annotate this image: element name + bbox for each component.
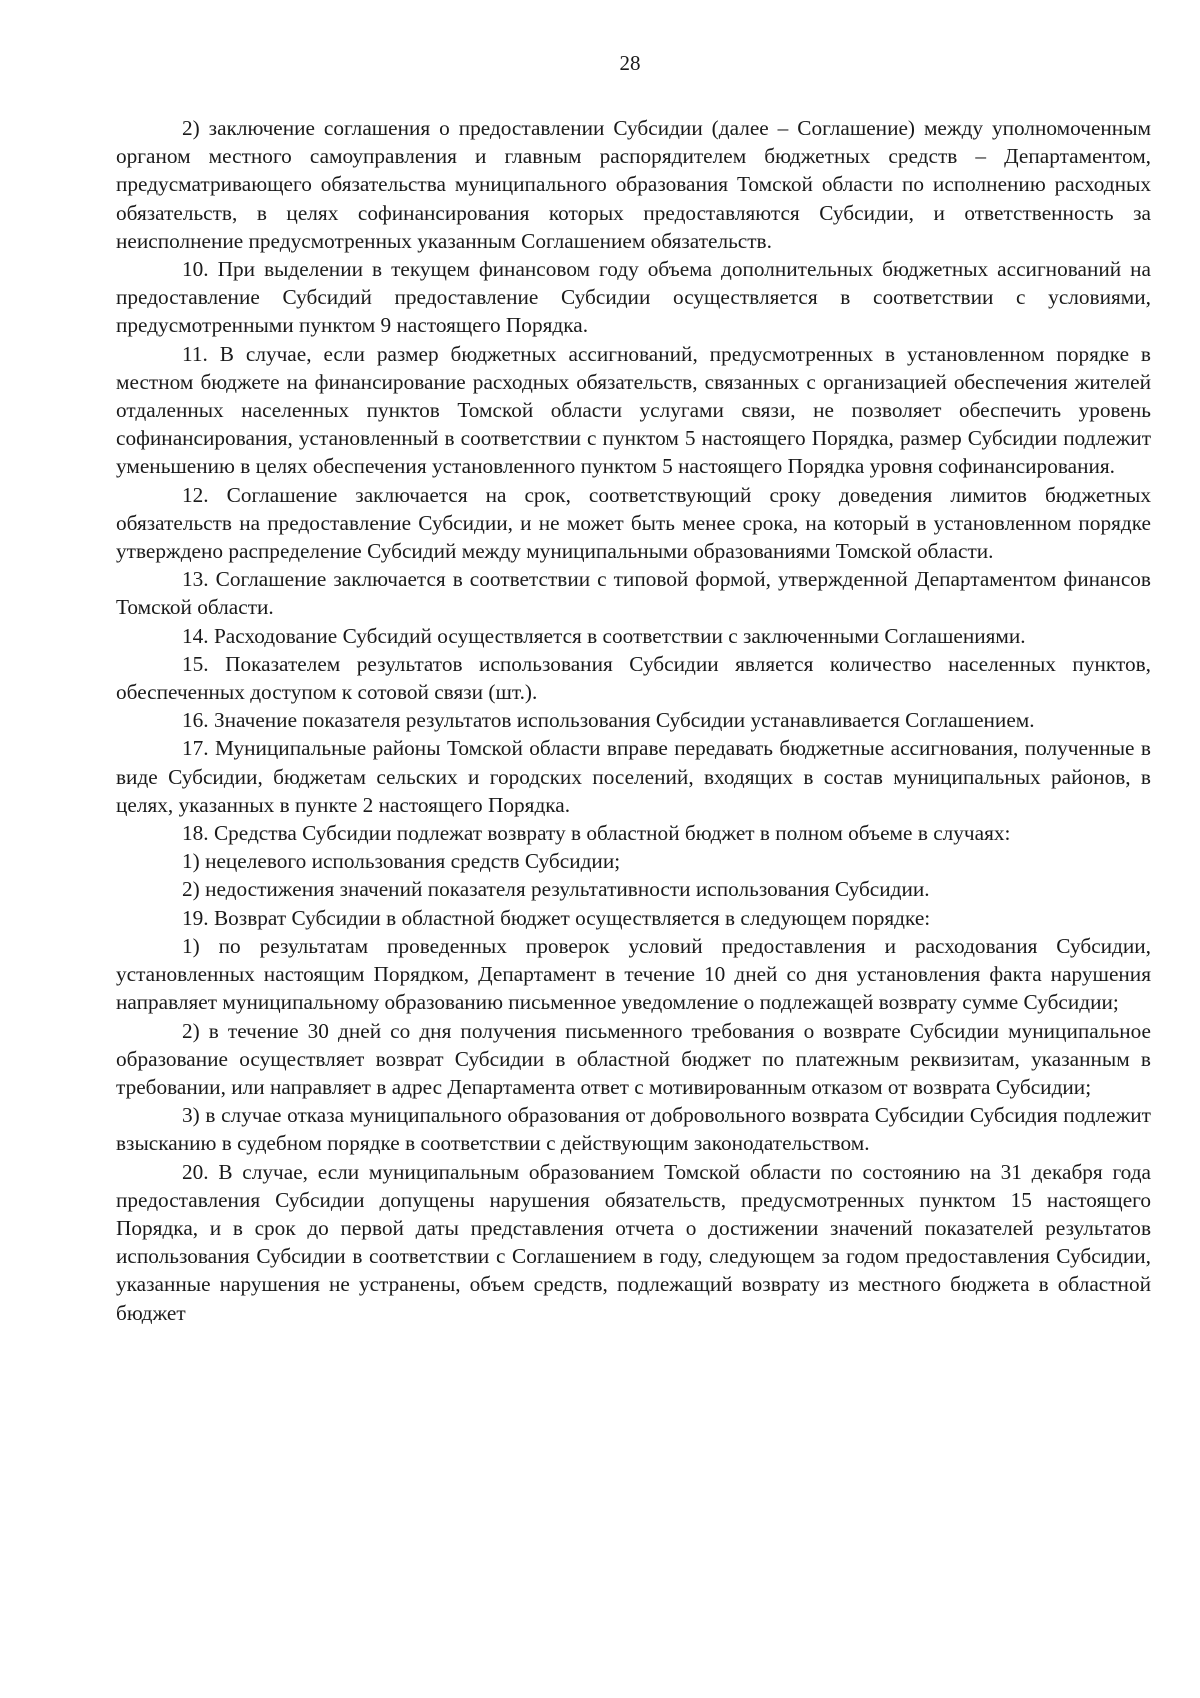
paragraph-17: 17. Муниципальные районы Томской области вправе передавать бюджетные ассигнования, полученные в виде Субсидии, бюджетам сельских и городских поселений, входящих в состав муниципальных районов, в целях, указанных в пункте 2 настоящего Порядка. <box>116 736 1151 817</box>
paragraph-19-1: 1) по результатам проведенных проверок условий предоставления и расходования Субсидии, установленных настоящим Порядком, Департамент в течение 10 дней со дня установления факта нарушения направляет муниципальному образованию письменное уведомление о подлежащей возврату сумме Субсидии; <box>116 933 1151 1015</box>
paragraph-13: 13. Соглашение заключается в соответствии с типовой формой, утвержденной Департаментом финансов Томской области. <box>116 567 1151 620</box>
paragraph-18-1: 1) нецелевого использования средств Субсидии; <box>182 849 621 874</box>
document-body <box>116 114 1151 1327</box>
paragraph-18: 18. Средства Субсидии подлежат возврату в областной бюджет в полном объеме в случаях: <box>182 821 1011 846</box>
paragraph-20: 20. В случае, если муниципальным образованием Томской области по состоянию на 31 декабря года предоставления Субсидии допущены нарушения обязательств, предусмотренных пунктом 15 настоящего Порядка, и в срок до первой даты представления отчета о достижении значений показателей результатов использования Субсидии в соответствии с Соглашением в году, следующем за годом предоставления Субсидии, указанные нарушения не устранены, объем средств, подлежащий возврату из местного бюджета в областной бюджет <box>116 1159 1151 1325</box>
paragraph-14: 14. Расходование Субсидий осуществляется в соответствии с заключенными Соглашениями. <box>182 623 1026 648</box>
paragraph-11: 11. В случае, если размер бюджетных ассигнований, предусмотренных в установленном порядке в местном бюджете на финансирование расходных обязательств, связанных с организацией обеспечения жителей отдаленных населенных пунктов Томской области услугами связи, не позволяет обеспечить уровень софинансирования, установленный в соответствии с пунктом 5 настоящего Порядка, размер Субсидии подлежит уменьшению в целях обеспечения установленного пунктом 5 настоящего Порядка уровня софинансирования. <box>116 341 1151 479</box>
paragraph-19-2: 2) в течение 30 дней со дня получения письменного требования о возврате Субсидии муниципальное образование осуществляет возврат Субсидии в областной бюджет по платежным реквизитам, указанным в требовании, или направляет в адрес Департамента ответ с мотивированным отказом от возврата Субсидии; <box>116 1018 1151 1099</box>
page-number: 28 <box>619 51 641 75</box>
paragraph-18-2: 2) недостижения значений показателя результативности использования Субсидии. <box>182 877 930 902</box>
paragraph-16: 16. Значение показателя результатов использования Субсидии устанавливается Соглашением. <box>182 708 1035 733</box>
paragraph-10: 10. При выделении в текущем финансовом году объема дополнительных бюджетных ассигнований на предоставление Субсидий предоставление Субсидии осуществляется в соответствии с условиями, предусмотренными пунктом 9 настоящего Порядка. <box>116 257 1151 338</box>
paragraph-12: 12. Соглашение заключается на срок, соответствующий сроку доведения лимитов бюджетных обязательств на предоставление Субсидии, и не может быть менее срока, на который в установленном порядке утверждено распределение Субсидий между муниципальными образованиями Томской области. <box>116 482 1151 564</box>
paragraph-9-2: 2) заключение соглашения о предоставлении Субсидии (далее – Соглашение) между уполномоченным органом местного самоуправления и главным распорядителем бюджетных средств – Департаментом, предусматривающего обязательства муниципального образования Томской области по исполнению расходных обязательств, в целях софинансирования которых предоставляются Субсидии, и ответственность за неисполнение предусмотренных указанным Соглашением обязательств. <box>116 116 1151 253</box>
paragraph-19-3: 3) в случае отказа муниципального образования от добровольного возврата Субсидии Субсидия подлежит взысканию в судебном порядке в соответствии с действующим законодательством. <box>116 1103 1151 1156</box>
paragraph-19: 19. Возврат Субсидии в областной бюджет осуществляется в следующем порядке: <box>182 905 931 930</box>
paragraph-15: 15. Показателем результатов использования Субсидии является количество населенных пунктов, обеспеченных доступом к сотовой связи (шт.). <box>116 651 1151 705</box>
